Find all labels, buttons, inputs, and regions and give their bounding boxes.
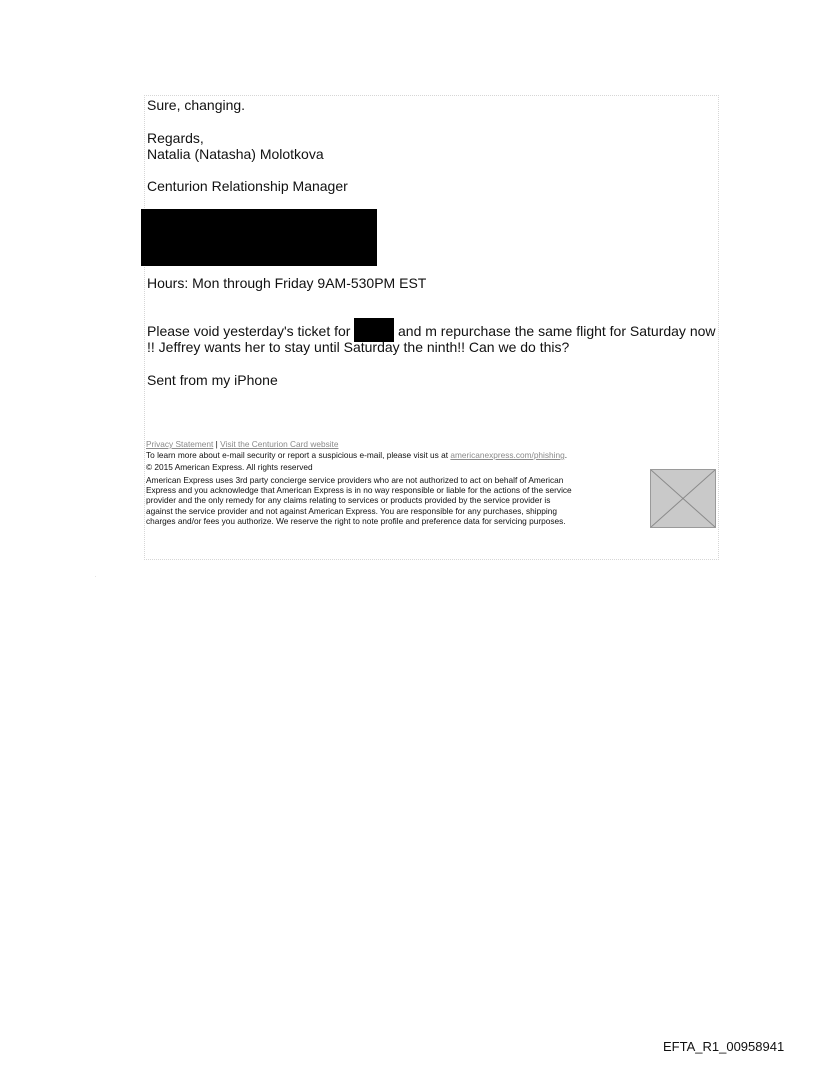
legal-disclaimer bbox=[146, 475, 646, 526]
security-text: To learn more about e-mail security or report a suspicious e-mail, please visit us at bbox=[146, 450, 449, 460]
legal-line: provider and the only remedy for any claims relating to services or products provided by the service provider is bbox=[146, 495, 551, 506]
quoted-line-1b: and m repurchase the same flight for Saturday now bbox=[398, 323, 716, 339]
reply-text: Sure, changing. bbox=[147, 97, 246, 113]
broken-image-placeholder bbox=[650, 469, 716, 528]
signature-text: Sent from my iPhone bbox=[147, 372, 278, 388]
broken-image-icon bbox=[651, 470, 715, 527]
quoted-line-1a: Please void yesterday's ticket for bbox=[147, 323, 351, 339]
privacy-link[interactable]: Privacy Statement bbox=[146, 439, 214, 449]
legal-line: Express and you acknowledge that American Express is in no way responsible or liable for the actions of the service bbox=[146, 485, 572, 496]
phishing-link[interactable]: americanexpress.com/phishing bbox=[450, 450, 565, 460]
redaction-block bbox=[141, 209, 377, 266]
centurion-link[interactable]: Visit the Centurion Card website bbox=[220, 439, 339, 449]
security-line bbox=[146, 450, 567, 460]
copyright-text: © 2015 American Express. All rights reserved bbox=[146, 462, 313, 472]
footer-links bbox=[146, 439, 338, 449]
legal-line: American Express uses 3rd party concierge service providers who are not authorized to act on behalf of American bbox=[146, 475, 564, 485]
link-separator: | bbox=[215, 439, 218, 449]
legal-line: against the service provider and not against American Express. You are responsible for any purchases, shipping bbox=[146, 505, 557, 516]
closing-text: Regards, bbox=[147, 130, 204, 146]
hours-text: Hours: Mon through Friday 9AM-530PM EST bbox=[147, 275, 427, 291]
quoted-line-2: !! Jeffrey wants her to stay until Saturday the ninth!! Can we do this? bbox=[147, 339, 570, 355]
legal-line: charges and/or fees you authorize. We reserve the right to note profile and preference data for servicing purposes. bbox=[146, 515, 566, 526]
sender-name: Natalia (Natasha) Molotkova bbox=[147, 146, 324, 162]
bates-number: EFTA_R1_00958941 bbox=[663, 1039, 785, 1054]
sender-title: Centurion Relationship Manager bbox=[147, 178, 348, 194]
security-end: . bbox=[564, 450, 568, 460]
stray-mark: · bbox=[95, 574, 97, 579]
